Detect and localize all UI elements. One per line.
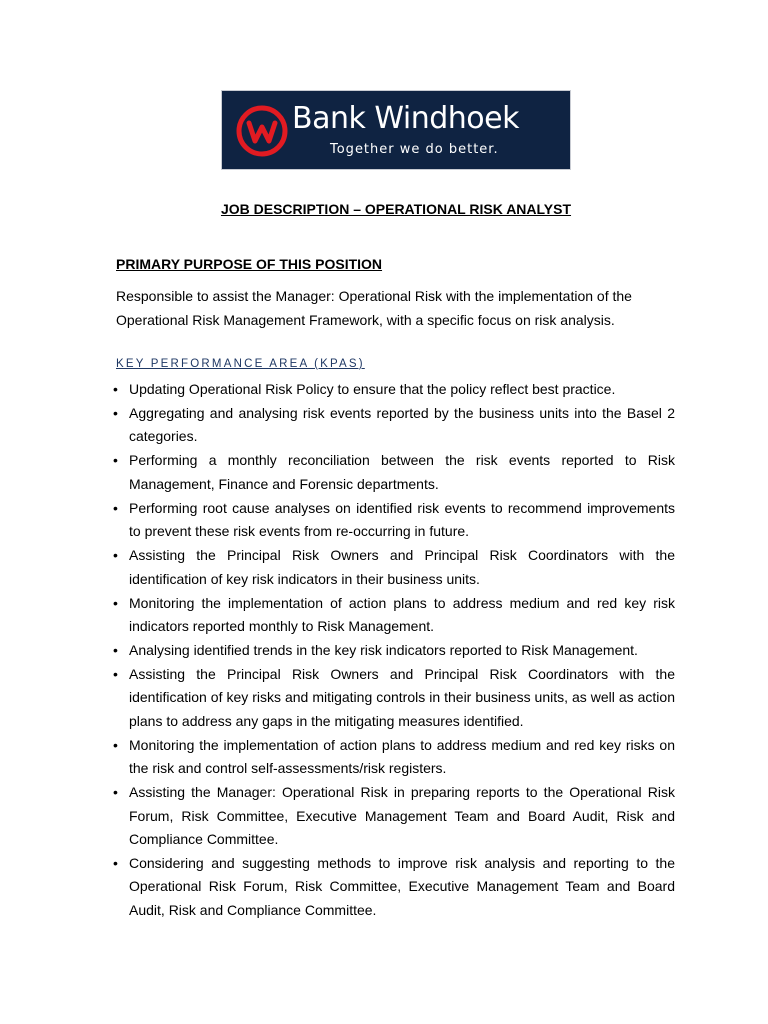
kpa-list [129, 378, 675, 923]
logo-tagline: Together we do better. [330, 142, 499, 157]
logo-name: Bank Windhoek [292, 101, 519, 136]
kpa-item: • Assisting the Principal Risk Owners and Principal Risk Coordinators with the identification of key risk indicators in their business units. [129, 544, 675, 591]
kpa-item: • Monitoring the implementation of action plans to address medium and red key risk indicators reported monthly to Risk Management. [129, 592, 675, 639]
bank-windhoek-logo-mark-icon [236, 105, 288, 157]
kpa-item: • Aggregating and analysing risk events reported by the business units into the Basel 2 categories. [129, 402, 675, 449]
primary-purpose-heading: PRIMARY PURPOSE OF THIS POSITION [116, 256, 383, 272]
kpa-item: • Monitoring the implementation of action plans to address medium and red key risks on the risk and control self-assessments/risk registers. [129, 734, 675, 781]
kpa-item: • Performing a monthly reconciliation between the risk events reported to Risk Management, Finance and Forensic departments. [129, 449, 675, 496]
document-title: JOB DESCRIPTION – OPERATIONAL RISK ANALYST [220, 201, 572, 217]
kpa-item: • Analysing identified trends in the key risk indicators reported to Risk Management. [129, 639, 675, 662]
kpa-item: • Updating Operational Risk Policy to ensure that the policy reflect best practice. [129, 378, 675, 401]
kpa-item: • Performing root cause analyses on identified risk events to recommend improvements to prevent these risk events from re-occurring in future. [129, 497, 675, 544]
primary-purpose-text: Responsible to assist the Manager: Operational Risk with the implementation of the Operational Risk Management Framework, with a specific focus on risk analysis. [116, 288, 632, 328]
bank-logo [221, 90, 571, 170]
kpa-item: • Considering and suggesting methods to improve risk analysis and reporting to the Operational Risk Forum, Risk Committee, Executive Management Team and Board Audit, Risk and Compliance Committee. [129, 852, 675, 922]
kpa-item: • Assisting the Manager: Operational Risk in preparing reports to the Operational Risk Forum, Risk Committee, Executive Management Team and Board Audit, Risk and Compliance Committee. [129, 781, 675, 851]
kpa-heading: KEY PERFORMANCE AREA (KPAS) [116, 358, 365, 370]
kpa-item: • Assisting the Principal Risk Owners and Principal Risk Coordinators with the identification of key risks and mitigating controls in their business units, as well as action plans to address any gaps in the mitigating measures identified. [129, 663, 675, 733]
